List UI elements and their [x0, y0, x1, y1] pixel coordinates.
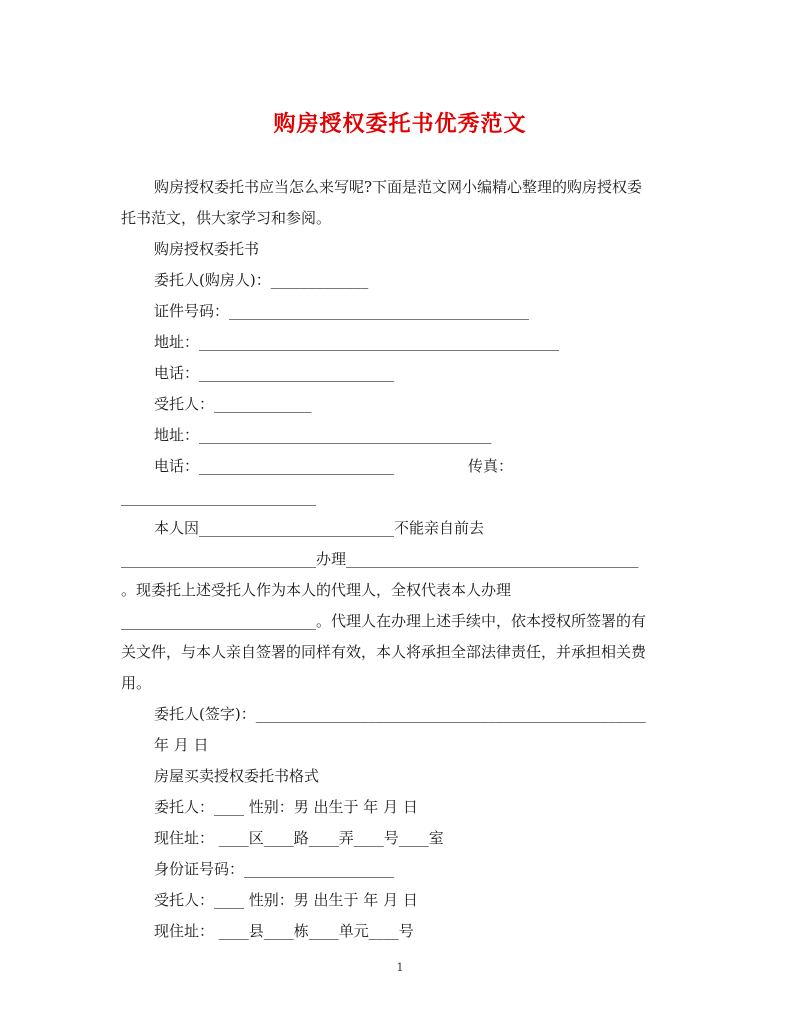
paragraph-reason: 本人因__________________________不能亲自前去	[154, 519, 485, 537]
section-heading: 购房授权委托书	[154, 240, 260, 258]
field-address: 地址：________________________________________________	[154, 333, 560, 351]
field-principal-2: 委托人：____ 性别：男 出生于 年 月 日	[154, 798, 418, 816]
paragraph-handle: __________________________办理_______________________________________	[121, 550, 639, 568]
page-title: 购房授权委托书优秀范文	[273, 111, 527, 137]
field-residence: 现住址： ____区____路____弄____号____室	[154, 829, 444, 847]
paragraph-authorize-line-3: 关文件，与本人亲自签署的同样有效，本人将承担全部法律责任，并承担相关费	[121, 643, 647, 661]
field-fax-label: 传真：	[468, 457, 514, 475]
field-id-card: 身份证号码：____________________	[154, 860, 395, 878]
paragraph-authorize-line-1: 。现委托上述受托人作为本人的代理人，全权代表本人办理	[121, 581, 512, 599]
field-principal: 委托人(购房人)：_____________	[154, 271, 369, 289]
page-number: 1	[396, 961, 404, 974]
paragraph-intro-line-1: 购房授权委托书应当怎么来写呢?下面是范文网小编精心整理的购房授权委	[154, 178, 643, 196]
field-residence-2: 现住址： ____县____栋____单元____号	[154, 922, 414, 940]
date-line: 年 月 日	[154, 736, 209, 754]
field-agent-phone: 电话：__________________________	[154, 457, 395, 475]
field-agent-address: 地址：_______________________________________	[154, 426, 492, 444]
signature-line: 委托人(签字)：____________________________________________________	[154, 705, 646, 723]
field-id-number: 证件号码：________________________________________	[154, 302, 530, 320]
section-heading-2: 房屋买卖授权委托书格式	[154, 767, 320, 785]
paragraph-intro-line-2: 托书范文，供大家学习和参阅。	[121, 209, 332, 227]
field-phone: 电话：__________________________	[154, 364, 395, 382]
field-agent-2: 受托人：____ 性别：男 出生于 年 月 日	[154, 891, 418, 909]
field-agent: 受托人：_____________	[154, 395, 312, 413]
field-fax-blank: __________________________	[121, 488, 316, 506]
paragraph-authorize-line-2: __________________________。代理人在办理上述手续中，依本授权所签署的有	[121, 612, 647, 630]
paragraph-authorize-line-4: 用。	[121, 674, 152, 692]
